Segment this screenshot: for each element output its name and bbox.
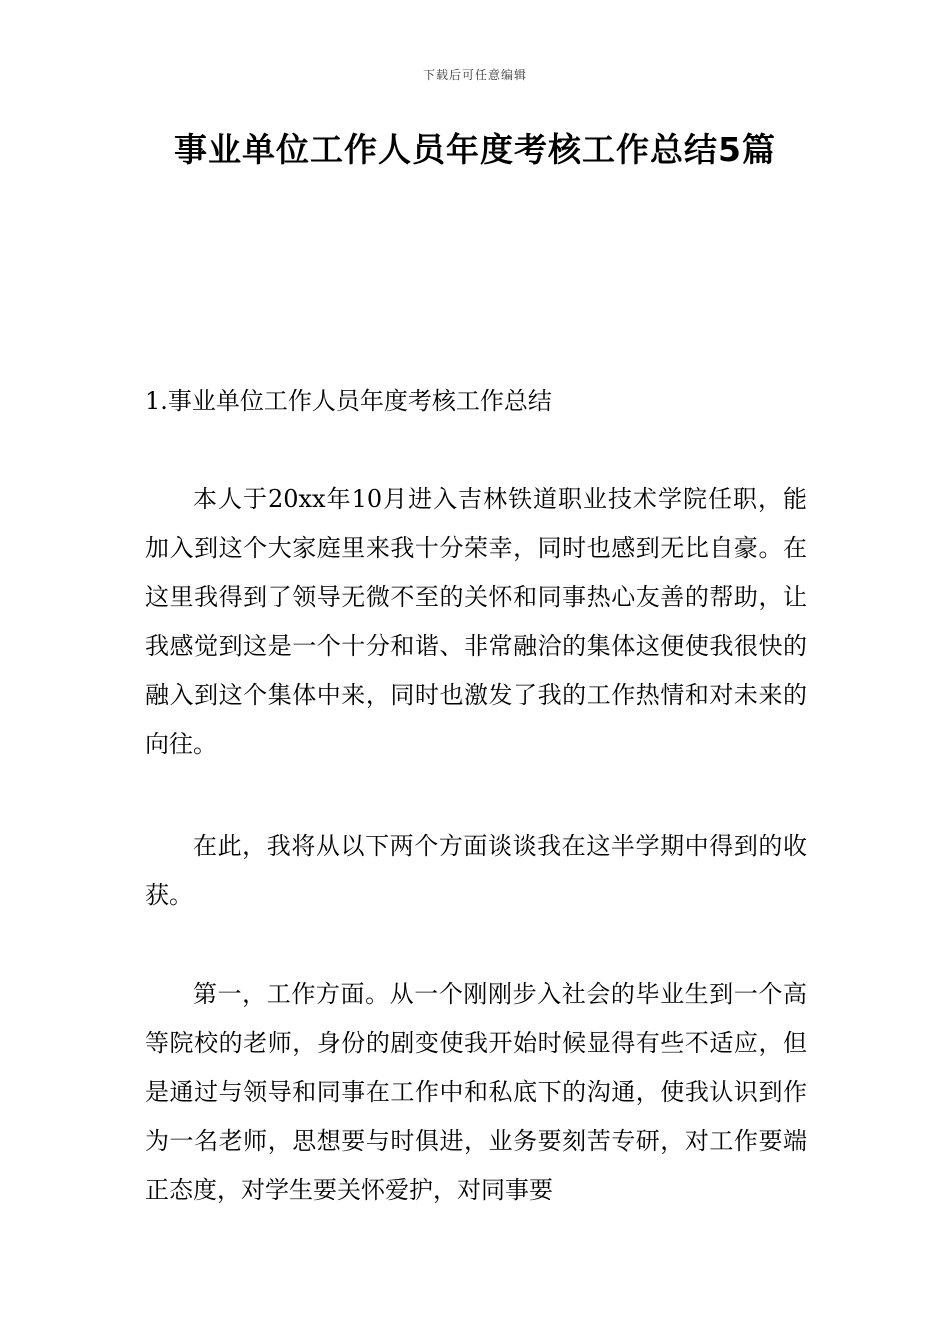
document-title: 事业单位工作人员年度考核工作总结5篇	[174, 130, 776, 169]
paragraph: 在此，我将从以下两个方面谈谈我在这半学期中得到的收获。	[145, 832, 807, 909]
section-heading: 1.事业单位工作人员年度考核工作总结	[145, 387, 552, 415]
header-note: 下载后可任意编辑	[422, 68, 527, 82]
paragraph: 本人于20xx年10月进入吉林铁道职业技术学院任职，能加入到这个大家庭里来我十分荣幸，同时也感到无比自豪。在这里我得到了领导无微不至的关怀和同事热心友善的帮助，让我感觉到这是一个十分和谐、非常融洽的集体这便使我很快的融入到这个集体中来，同时也激发了我的工作热情和对未来的向往。	[145, 485, 807, 758]
paragraph: 第一，工作方面。从一个刚刚步入社会的毕业生到一个高等院校的老师，身份的剧变使我开始时候显得有些不适应，但是通过与领导和同事在工作中和私底下的沟通，使我认识到作为一名老师，思想要与时俱进，业务要刻苦专研，对工作要端正态度，对学生要关怀爱护，对同事要	[145, 980, 807, 1204]
